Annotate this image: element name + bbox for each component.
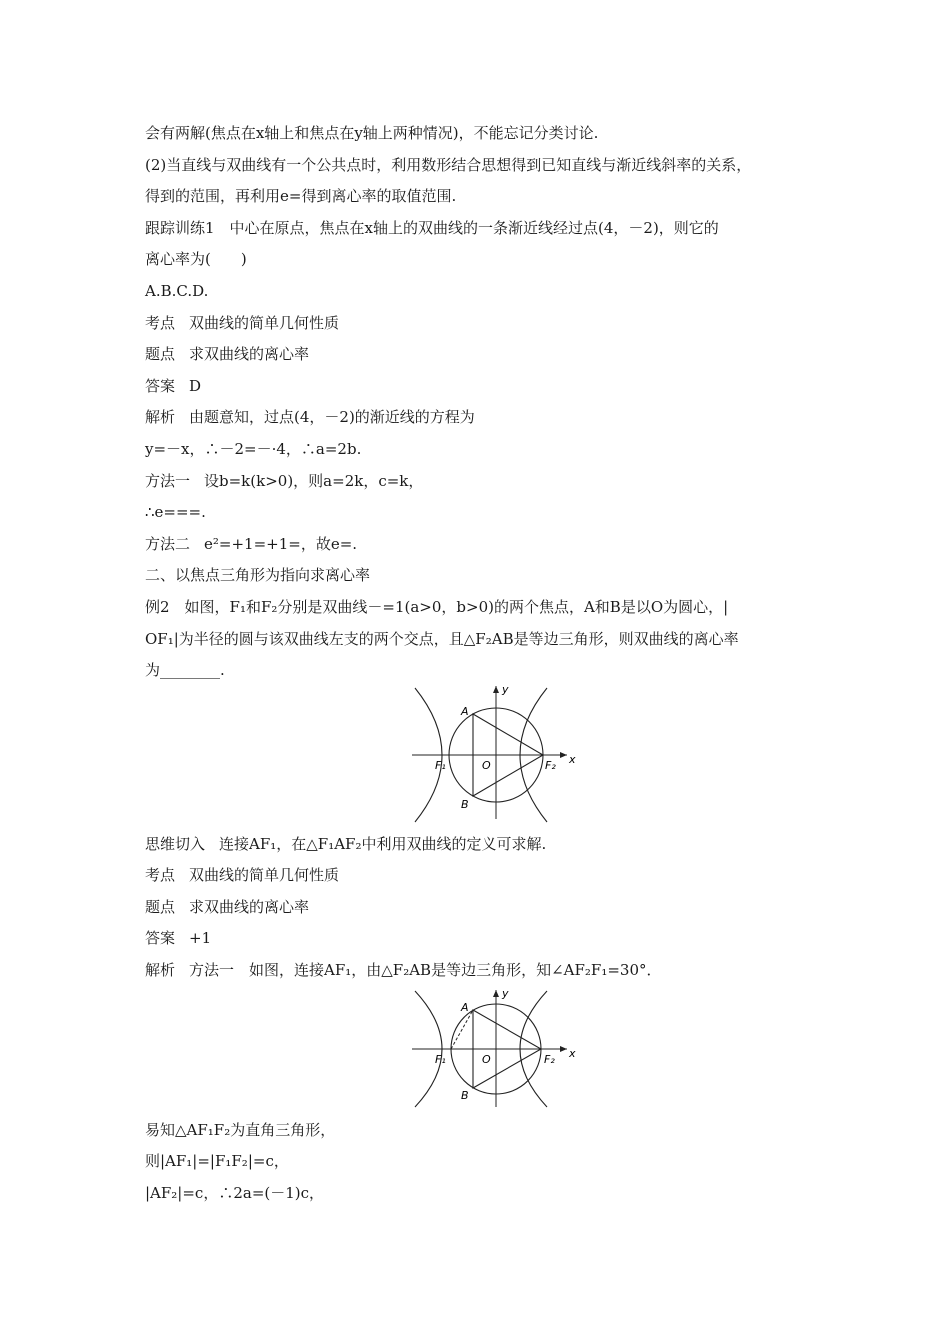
tag-content: 求双曲线的离心率 — [189, 897, 310, 916]
label-f1: F₁ — [435, 1052, 446, 1066]
analysis-line — [145, 402, 815, 434]
label-o: O — [482, 1052, 491, 1066]
tidian-line — [145, 892, 815, 924]
tag-label: 方法一 — [145, 471, 191, 490]
tag-label: 题点 — [145, 345, 176, 364]
analysis-line — [145, 955, 815, 987]
kaodian-line — [145, 308, 815, 340]
tag-content: D — [189, 376, 202, 395]
y-arrow-icon — [493, 990, 499, 997]
tag-label: 思维切入 — [145, 834, 206, 853]
x-arrow-icon — [560, 1046, 567, 1052]
text-line: y=－x，∴－2=－·4，∴a=2b. — [145, 439, 362, 458]
tag-label: 解析 — [145, 408, 176, 427]
text-line: 为________. — [145, 661, 225, 680]
exercise-line: 跟踪训练1 中心在原点，焦点在x轴上的双曲线的一条渐近线经过点(4，－2)，则它的 — [145, 218, 719, 237]
tag-content: 设b=k(k>0)，则a=2k，c=k， — [204, 471, 424, 490]
label-f1: F₁ — [435, 758, 446, 772]
x-arrow-icon — [560, 752, 567, 758]
label-a: A — [461, 1000, 469, 1014]
tag-content: 双曲线的简单几何性质 — [189, 866, 340, 885]
answer-line — [145, 371, 815, 403]
y-arrow-icon — [493, 686, 499, 693]
tag-content: e²=+1=+1=，故e=. — [204, 534, 358, 553]
example-line: 例2 如图，F₁和F₂分别是双曲线－=1(a>0，b>0)的两个焦点，A和B是以O为圆心，| — [145, 597, 729, 616]
choices-line: A.B.C.D. — [145, 281, 209, 300]
tag-content: 双曲线的简单几何性质 — [189, 313, 340, 332]
figure-spacer — [145, 987, 815, 1115]
tag-label: 解析 — [145, 961, 176, 980]
label-a: A — [461, 704, 469, 718]
text-line: 则|AF₁|=|F₁F₂|=c， — [145, 1152, 289, 1171]
tag-label: 题点 — [145, 897, 176, 916]
text-line: 离心率为( ) — [145, 250, 247, 269]
text-line: 得到的范围，再利用e=得到离心率的取值范围. — [145, 187, 457, 206]
tag-content: 由题意知，过点(4，－2)的渐近线的方程为 — [189, 408, 475, 427]
tag-label: 答案 — [145, 376, 176, 395]
tidian-line — [145, 339, 815, 371]
label-x: x — [569, 752, 576, 766]
answer-line — [145, 923, 815, 955]
text-line: 易知△AF₁F₂为直角三角形， — [145, 1120, 336, 1139]
kaodian-line — [145, 860, 815, 892]
tag-content: 方法一 如图，连接AF₁，由△F₂AB是等边三角形，知∠AF₂F₁=30°． — [189, 961, 662, 980]
text-line: 会有两解(焦点在x轴上和焦点在y轴上两种情况)，不能忘记分类讨论. — [145, 124, 599, 142]
label-f2: F₂ — [545, 758, 556, 772]
method-line — [145, 529, 815, 561]
tag-label: 答案 — [145, 929, 176, 948]
tag-label: 考点 — [145, 313, 176, 332]
method-line — [145, 466, 815, 498]
label-f2: F₂ — [544, 1052, 555, 1066]
tag-label: 考点 — [145, 866, 176, 885]
label-o: O — [482, 758, 491, 772]
document-page — [145, 118, 815, 1209]
tag-label: 方法二 — [145, 534, 191, 553]
dashed-af1 — [451, 1010, 473, 1049]
tag-content: 求双曲线的离心率 — [189, 345, 310, 364]
label-b: B — [461, 797, 469, 811]
tag-content: +1 — [189, 929, 212, 948]
hyperbola-figure-2 — [407, 987, 577, 1111]
text-line: (2)当直线与双曲线有一个公共点时，利用数形结合思想得到已知直线与渐近线斜率的关系， — [145, 155, 752, 174]
label-x: x — [569, 1046, 576, 1060]
thinking-line — [145, 829, 815, 861]
text-line: |AF₂|=c，∴2a=(－1)c， — [145, 1183, 325, 1202]
hyperbola-figure-1 — [407, 683, 577, 823]
label-y: y — [502, 682, 509, 696]
label-b: B — [461, 1088, 469, 1102]
text-line: OF₁|为半径的圆与该双曲线左支的两个交点，且△F₂AB是等边三角形，则双曲线的离心率 — [145, 629, 739, 648]
text-line: ∴e===. — [145, 503, 206, 522]
label-y: y — [502, 986, 509, 1000]
figure-spacer — [145, 682, 815, 829]
tag-content: 连接AF₁，在△F₁AF₂中利用双曲线的定义可求解. — [219, 834, 547, 853]
section-heading: 二、以焦点三角形为指向求离心率 — [145, 566, 371, 585]
